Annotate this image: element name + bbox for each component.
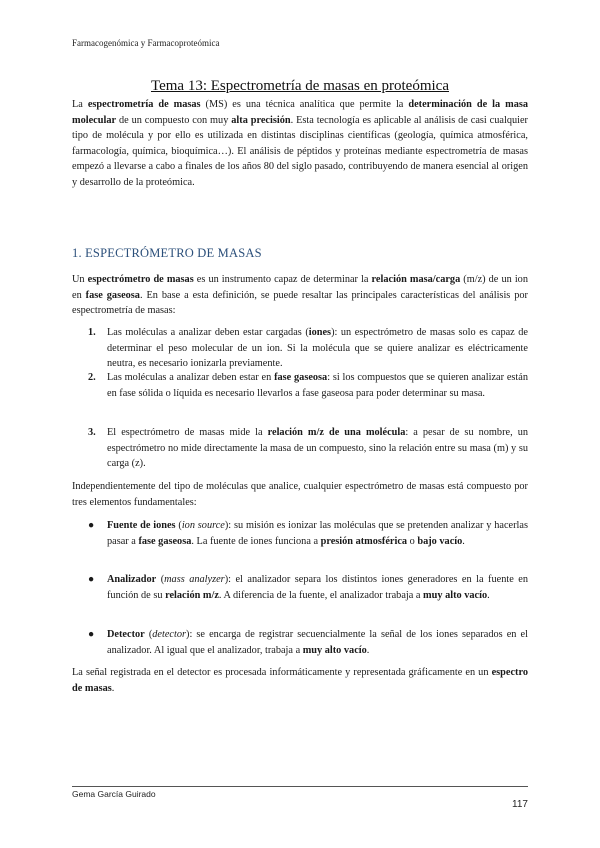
bold-term: muy alto vacío xyxy=(423,589,488,601)
list-item-text xyxy=(107,425,528,472)
text-run: (MS) es una técnica analítica que permite la xyxy=(200,99,409,110)
list-item-text xyxy=(107,572,528,603)
bold-term: determinación de la masa molecular xyxy=(72,99,528,126)
text-run: . En base a esta definición, se puede resaltar las principales características del análisis por espectrometría de masas: xyxy=(72,289,528,317)
list-item-text xyxy=(107,325,528,372)
bullet-icon: ● xyxy=(88,629,95,640)
text-run: Las moléculas a analizar deben estar en xyxy=(107,372,275,383)
bold-term: fase gaseosa xyxy=(85,289,140,301)
bold-term: relación m/z xyxy=(165,589,219,601)
list-item-text xyxy=(107,518,528,549)
page-number: 117 xyxy=(512,799,528,810)
text-run: ( xyxy=(156,574,165,585)
bold-term: Analizador xyxy=(107,574,157,585)
bold-term: espectrómetro de masas xyxy=(87,274,194,285)
text-run: . A diferencia de la fuente, el analizador trabaja a xyxy=(218,589,424,601)
bullet-icon: ● xyxy=(88,574,95,585)
bold-term: Fuente de iones xyxy=(107,520,176,531)
bold-term: presión atmosférica xyxy=(320,535,408,547)
text-run: La señal registrada en el detector es procesada informáticamente y representada gráficamente en un xyxy=(72,667,492,678)
intro-paragraph xyxy=(72,97,528,191)
bold-term: espectrometría de masas xyxy=(87,99,201,110)
text-run: es un instrumento capaz de determinar la xyxy=(193,274,372,285)
list-number: 1. xyxy=(88,327,96,338)
text-run: . xyxy=(366,644,370,656)
bold-term: fase gaseosa xyxy=(274,372,328,383)
page-title: Tema 13: Espectrometría de masas en proteómica xyxy=(150,78,449,94)
definition-paragraph xyxy=(72,272,528,319)
bold-term: espectro de masas xyxy=(72,667,528,694)
text-run: ( xyxy=(144,629,153,640)
italic-term: detector xyxy=(152,629,187,640)
list-number: 3. xyxy=(88,427,96,438)
list-item-text xyxy=(107,627,528,658)
section-heading: 1. ESPECTRÓMETRO DE MASAS xyxy=(72,246,262,260)
bold-term: bajo vacío xyxy=(417,535,463,547)
text-run: ( xyxy=(175,520,182,531)
text-run: . xyxy=(462,535,465,547)
text-run: . xyxy=(111,682,115,694)
footer-divider xyxy=(72,786,528,787)
bullet-icon: ● xyxy=(88,520,95,531)
bold-term: alta precisión xyxy=(231,114,291,126)
text-run: . Esta tecnología es aplicable al análisis de casi cualquier tipo de molécula y por ello es utilizada en distintas disciplinas científicas (geología, química atmosférica, farmacología, química, bioquímica…). El análisis de péptidos y proteínas mediante espectrometría de masas empezó a llevarse a cabo a finales de los años 80 del siglo pasado, contribuyendo de manera esencial al origen y desarrollo de la proteómica. xyxy=(72,114,528,188)
text-run: de un compuesto con muy xyxy=(116,114,232,126)
text-run: ): su misión es ionizar las moléculas que se pretenden analizar y hacerlas pasar a xyxy=(107,520,528,547)
bold-term: iones xyxy=(308,327,332,338)
text-run: o xyxy=(407,535,418,547)
text-run: La xyxy=(72,99,88,110)
bold-term: relación m/z de una molécula xyxy=(267,427,406,438)
italic-term: mass analyzer xyxy=(164,574,225,585)
bold-term: fase gaseosa xyxy=(138,535,192,547)
text-run: Un xyxy=(72,274,88,285)
list-item-text xyxy=(107,370,528,401)
text-run: ): se encarga de registrar secuencialmente la señal de los iones separados en el analizador. Al igual que el analizador, trabaja a xyxy=(107,629,528,656)
italic-term: ion source xyxy=(181,520,225,531)
elements-intro-paragraph: Independientemente del tipo de moléculas que analice, cualquier espectrómetro de masas está compuesto por tres elementos fundamentales: xyxy=(72,481,528,508)
text-run: . La fuente de iones funciona a xyxy=(191,535,321,547)
text-run: ): el analizador separa los distintos iones generadores en la fuente en función de su xyxy=(107,574,528,601)
footer-author: Gema García Guirado xyxy=(72,789,156,799)
text-run: El espectrómetro de masas mide la xyxy=(107,427,268,438)
text-run: (m/z) de un ion en xyxy=(72,274,528,301)
bold-term: muy alto vacío xyxy=(302,644,367,656)
text-run: : si los compuestos que se quieren analizar están en fase sólida o líquida es necesario llevarlos a fase gaseosa para poder determinar su masa. xyxy=(107,372,528,399)
bold-term: relación masa/carga xyxy=(371,274,461,285)
text-run: Las moléculas a analizar deben estar cargadas ( xyxy=(107,327,309,338)
bold-term: Detector xyxy=(107,629,145,640)
text-run: ): un espectrómetro de masas solo es capaz de determinar el peso molecular de un ion. Si la molécula que se quiere analizar es eléctricamente neutra, es necesario ionizarla previamente. xyxy=(107,327,528,370)
text-run: . xyxy=(487,589,490,601)
list-number: 2. xyxy=(88,372,96,383)
running-header: Farmacogenómica y Farmacoproteómica xyxy=(72,38,220,48)
text-run: : a pesar de su nombre, un espectrómetro no mide directamente la masa de un compuesto, sino la relación entre su masa (m) y su carga (z). xyxy=(107,427,528,470)
closing-paragraph xyxy=(72,665,528,696)
